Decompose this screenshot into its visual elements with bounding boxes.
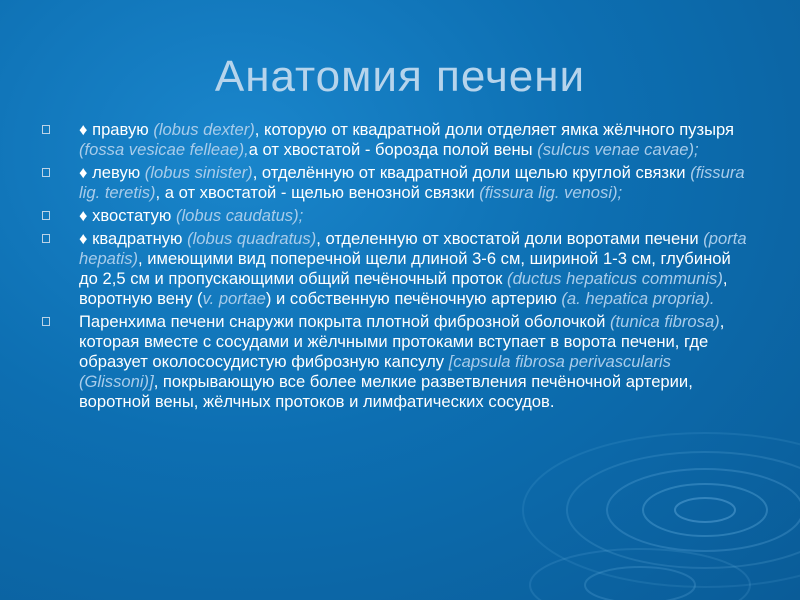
bullet-text: ♦ правую <box>79 120 154 139</box>
bullet-text: , которую от квадратной доли отделяет ямка жёлчного пузыря <box>254 120 735 139</box>
slide-title: Анатомия печени <box>214 52 586 101</box>
bullet-item <box>42 163 754 203</box>
latin-term: (lobus quadratus) <box>187 229 317 248</box>
square-bullet-icon <box>42 125 50 134</box>
latin-term: (fissura lig. teretis) <box>79 163 745 202</box>
bullet-text: Паренхима печени снаружи покрыта плотной фиброзной оболочкой <box>79 312 610 331</box>
bullet-text: ) и собственную печёночную артерию <box>265 289 562 308</box>
bullet-item <box>42 312 754 412</box>
slide-content <box>42 120 754 415</box>
latin-term: (lobus caudatus); <box>175 206 304 225</box>
bullet-text: , отделённую от квадратной доли щелью круглой связки <box>252 163 691 182</box>
latin-term: (tunica fibrosa) <box>609 312 720 331</box>
bullet-text: ♦ левую <box>79 163 145 182</box>
bullet-item <box>42 206 754 226</box>
bullet-text: ♦ хвостатую <box>79 206 176 225</box>
square-bullet-icon <box>42 317 50 326</box>
latin-term: (a. hepatica propria). <box>561 289 715 308</box>
bullet-text: ♦ квадратную <box>79 229 188 248</box>
latin-term: (ductus hepaticus communis) <box>507 269 723 288</box>
bullet-text: , воротную вену ( <box>79 269 728 308</box>
latin-term: (lobus dexter) <box>153 120 255 139</box>
latin-term: (porta hepatis) <box>79 229 747 268</box>
bullet-item <box>42 229 754 309</box>
bullet-text: , которая вместе с сосудами и жёлчными протоками вступает в ворота печени, где образует околососудистую фиброзную капсулу <box>79 312 725 371</box>
latin-term: v. portae <box>202 289 266 308</box>
bullet-text: , покрывающую все более мелкие разветвления печёночной артерии, воротной вены, жёлчных протоков и лимфатических сосудов. <box>79 372 693 411</box>
bullet-text: а от хвостатой - борозда полой вены <box>248 140 538 159</box>
square-bullet-icon <box>42 234 50 243</box>
bullet-item <box>42 120 754 160</box>
latin-term: (fossa vesicae felleae), <box>79 140 249 159</box>
latin-term: [capsula fibrosa perivascularis (Glissoni)] <box>79 352 671 391</box>
bullet-text: , имеющими вид поперечной щели длиной 3-6 см, шириной 1-3 см, глубиной до 2,5 см и пропускающими общий печёночный проток <box>79 249 731 288</box>
bullet-text: , отделенную от хвостатой доли воротами печени <box>316 229 704 248</box>
latin-term: (sulcus venae cavae); <box>537 140 699 159</box>
latin-term: (fissura lig. venosi); <box>479 183 623 202</box>
bullet-text: , а от хвостатой - щелью венозной связки <box>155 183 480 202</box>
square-bullet-icon <box>42 211 50 220</box>
latin-term: (lobus sinister) <box>144 163 253 182</box>
square-bullet-icon <box>42 168 50 177</box>
